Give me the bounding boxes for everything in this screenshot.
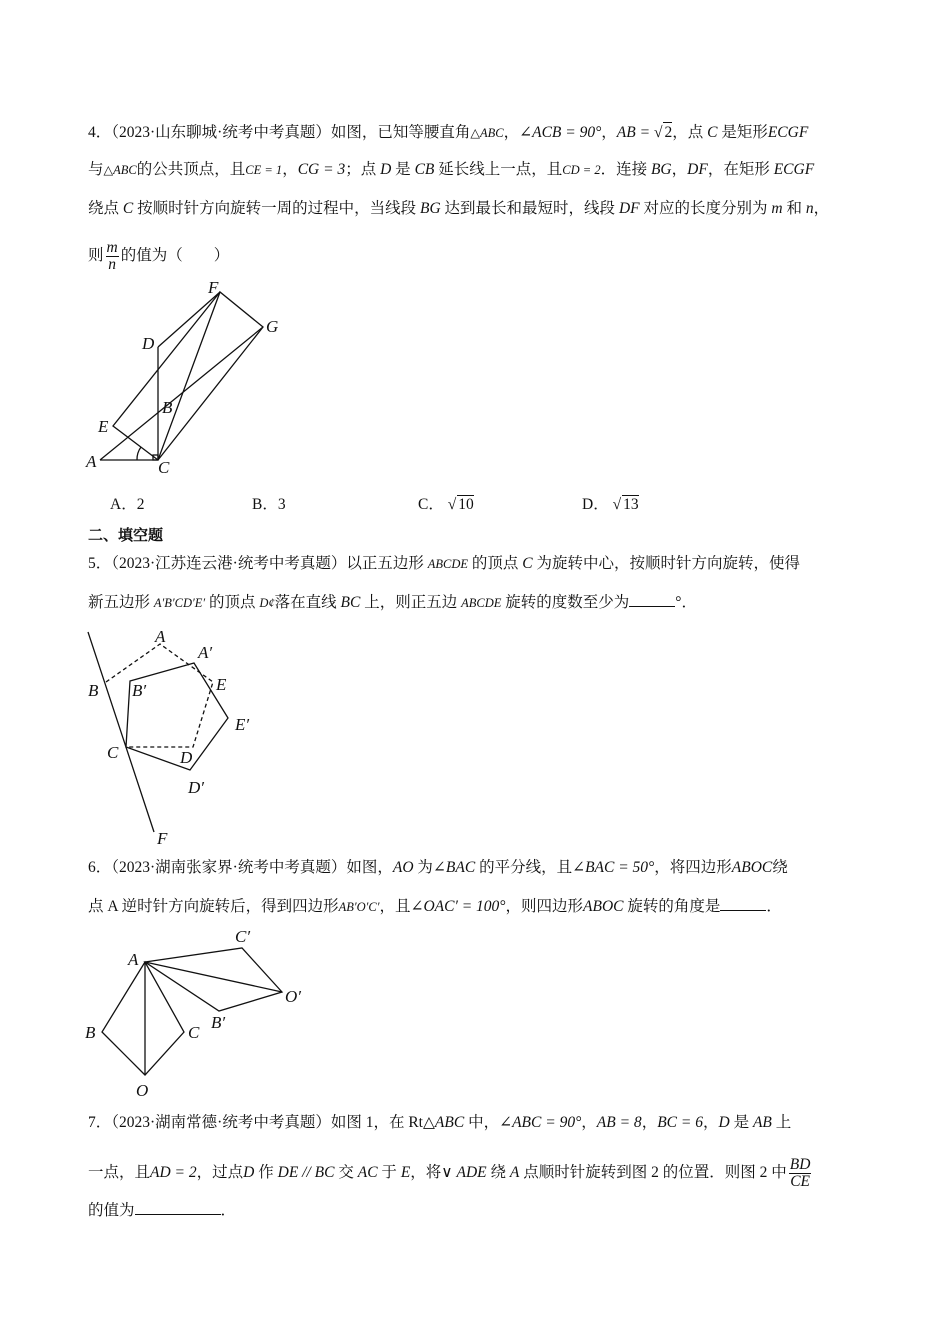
svg-text:C′: C′ [235, 927, 251, 946]
text: 的值为 [88, 1202, 135, 1219]
q6-line-2 [88, 896, 782, 917]
q4-line-3 [88, 199, 829, 219]
math: BC = 6 [657, 1114, 703, 1131]
option-value: 2 [136, 496, 145, 513]
answer-blank[interactable] [629, 592, 675, 607]
q7-line-1: 7．（2023·湖南常德·统考中考真题）如图 1，在 Rt△ABC 中，∠ABC = 90°，AB = 8，BC = 6，D 是 AB 上 [88, 1114, 792, 1131]
text: 旋转的度数至少为 [505, 594, 630, 611]
text: ，则四边形 [505, 898, 584, 915]
math: AB = [616, 124, 654, 141]
fraction [789, 1157, 812, 1190]
text: °． [675, 594, 697, 611]
text: 旋转的角度是 [627, 898, 721, 915]
math: AB = 8 [596, 1114, 642, 1131]
text: ， [581, 1114, 597, 1131]
math: BC [340, 594, 361, 611]
text: 为旋转中心，按顺时针方向旋转，使得 [536, 555, 801, 572]
text: 如图 1，在 Rt [330, 1114, 423, 1131]
math: A [509, 1164, 520, 1182]
math: AO [392, 859, 414, 876]
math: BG [650, 161, 672, 178]
text: 的顶点 [471, 555, 519, 572]
text: 落在直线 [274, 594, 337, 611]
math: ABOC [731, 859, 773, 876]
text: ， [601, 124, 617, 141]
text: 的顶点 [208, 594, 256, 611]
text: 延长线上一点，且 [438, 161, 563, 178]
svg-text:A′: A′ [198, 643, 213, 662]
text: ． [766, 898, 782, 915]
section-title: 二、填空题 [88, 526, 164, 544]
math: ECGF [773, 161, 815, 178]
svg-text:A: A [86, 452, 97, 471]
math: BG [420, 200, 441, 217]
option-label: C． [418, 496, 444, 513]
text: 以正五边形 [346, 555, 424, 572]
q4-line-2 [88, 160, 814, 180]
math: AB′O′C′ [338, 900, 380, 914]
text: 为 [417, 859, 433, 876]
text: 绕点 [88, 200, 120, 217]
svg-text:A: A [128, 950, 139, 969]
math: D [718, 1114, 730, 1131]
svg-text:F: F [157, 829, 168, 848]
math: CE = 1 [245, 163, 283, 177]
math: C [707, 124, 718, 141]
svg-text:B: B [85, 1023, 96, 1042]
option-value: 3 [277, 496, 286, 513]
text: 上 [775, 1114, 792, 1131]
math: △ABC [103, 163, 137, 177]
text: ， [813, 200, 830, 217]
text: 作 [258, 1164, 274, 1182]
svg-text:O: O [136, 1081, 149, 1100]
text: ，在矩形 [707, 161, 770, 178]
question-number: 6 [88, 859, 96, 876]
q5-line-2 [88, 592, 697, 613]
math: DF [687, 161, 708, 178]
math: AC [357, 1164, 378, 1182]
math: ABOC [583, 898, 624, 915]
q7-line-2 [88, 1157, 813, 1190]
text: ．连接 [600, 161, 648, 178]
text: ，将∨ [410, 1164, 453, 1182]
text: 达到最长和最短时，线段 [444, 200, 616, 217]
text: 新五边形 [88, 594, 151, 611]
math: ∠ABC = 90° [499, 1114, 582, 1131]
svg-text:B: B [162, 398, 173, 417]
svg-text:A: A [155, 627, 166, 646]
fraction [106, 240, 119, 273]
question-source: （2023·湖南张家界·统考中考真题） [111, 859, 347, 876]
question-number: 4 [88, 124, 96, 141]
q6-figure [80, 920, 320, 1105]
svg-text:B′: B′ [211, 1013, 226, 1032]
math: ∠BAC = 50° [572, 859, 655, 876]
q5-figure [80, 620, 280, 850]
text: 和 [786, 200, 802, 217]
option-label: A． [110, 496, 137, 513]
text: ；点 [345, 161, 377, 178]
svg-text:G: G [266, 317, 279, 336]
math: AD = 2 [150, 1164, 197, 1182]
math: n [805, 200, 814, 217]
math: ADE [456, 1164, 487, 1182]
numerator: m [106, 239, 118, 256]
answer-blank[interactable] [720, 896, 766, 911]
question-source: （2023·湖南常德·统考中考真题） [111, 1114, 331, 1131]
math: ∠BAC [432, 859, 476, 876]
math: ABCDE [427, 557, 469, 571]
svg-text:E′: E′ [235, 715, 250, 734]
text: 如图， [346, 859, 393, 876]
math: D¢ [259, 596, 275, 610]
svg-text:E: E [98, 417, 109, 436]
text: 与 [88, 161, 104, 178]
q4-figure [80, 275, 300, 475]
text: 按顺时针方向旋转一周的过程中，当线段 [137, 200, 417, 217]
text: 上，则正五边 [364, 594, 458, 611]
text: 是矩形 [721, 124, 768, 141]
text: ，将四边形 [654, 859, 732, 876]
text: ，过点 [196, 1164, 244, 1182]
q7-line-3 [88, 1200, 236, 1221]
text: 绕 [772, 859, 788, 876]
math: E [400, 1164, 411, 1182]
answer-blank[interactable] [135, 1200, 221, 1215]
math: CD = 2 [562, 163, 601, 177]
math: ∠ACB = 90° [519, 124, 602, 141]
text: 如图，已知等腰直角 [330, 124, 471, 141]
option-value: 13 [623, 496, 639, 513]
question-source: （2023·江苏连云港·统考中考真题） [111, 555, 347, 572]
option-value: 10 [458, 496, 474, 513]
svg-text:O′: O′ [285, 987, 301, 1006]
q4-line-4 [88, 240, 229, 273]
text: 交 [338, 1164, 354, 1182]
text: ，点 [672, 124, 704, 141]
svg-text:B: B [88, 681, 99, 700]
text: ， [282, 161, 298, 178]
svg-text:D: D [142, 334, 155, 353]
math: ∠OAC′ = 100° [410, 898, 506, 915]
option-a[interactable] [110, 492, 144, 514]
denominator: n [108, 256, 116, 273]
svg-text:D′: D′ [188, 778, 204, 797]
text: 中， [468, 1114, 500, 1131]
text: ，且 [379, 898, 411, 915]
text: 于 [381, 1164, 397, 1182]
denominator: CE [790, 1173, 811, 1190]
question-number: 7 [88, 1114, 96, 1131]
text: ， [702, 1114, 719, 1131]
question-number: 5 [88, 555, 96, 572]
text: 则 [88, 247, 104, 265]
option-c[interactable]: C． √ 10 [418, 496, 474, 513]
text: 对应的长度分别为 [643, 200, 768, 217]
text: 的公共顶点，且 [136, 161, 246, 178]
numerator: BD [789, 1156, 811, 1173]
math: CB [414, 161, 435, 178]
text: ， [671, 161, 688, 178]
svg-text:B′: B′ [132, 681, 147, 700]
text: ， [641, 1114, 658, 1131]
text: 点顺时针旋转到图 2 的位置．则图 2 中 [523, 1164, 787, 1182]
option-d[interactable]: D． √ 13 [582, 496, 639, 513]
text: 点 A 逆时针方向旋转后，得到四边形 [88, 898, 339, 915]
text: 一点，且 [88, 1164, 151, 1182]
option-label: D． [582, 496, 609, 513]
svg-text:C: C [107, 743, 119, 762]
question-source: （2023·山东聊城·统考中考真题） [111, 124, 331, 141]
math: D [243, 1164, 255, 1182]
svg-text:C: C [188, 1023, 200, 1042]
math: CG = 3 [297, 161, 346, 178]
math: DE // BC [277, 1164, 335, 1182]
math: C [122, 200, 134, 217]
math: m [771, 200, 783, 217]
svg-text:E: E [216, 675, 227, 694]
text: 的平分线，且 [479, 859, 573, 876]
math: △ABC [423, 1114, 465, 1131]
q4-line-1: 4．（2023·山东聊城·统考中考真题）如图，已知等腰直角△ABC，∠ACB = 90°，AB = √ 2，点 C 是矩形ECGF [88, 124, 809, 141]
option-b[interactable] [252, 492, 286, 514]
text: ． [220, 1202, 237, 1219]
math: DF [618, 200, 640, 217]
math: C [522, 555, 533, 572]
math: ABCDE [461, 596, 502, 610]
text: 是 [733, 1114, 750, 1131]
math: 2 [664, 124, 673, 141]
math: D [380, 161, 392, 178]
svg-text:C: C [158, 458, 170, 477]
text: 是 [395, 161, 411, 178]
text: 绕 [490, 1164, 507, 1182]
math: A′B′CD′E′ [153, 596, 206, 610]
math: AB [752, 1114, 772, 1131]
q5-line-1: 5．（2023·江苏连云港·统考中考真题）以正五边形 ABCDE 的顶点 C 为旋转中心，按顺时针方向旋转，使得 [88, 555, 801, 572]
svg-text:F: F [208, 278, 219, 297]
svg-text:D: D [180, 748, 193, 767]
text: 的值为（ ） [120, 247, 230, 265]
text: ， [503, 124, 520, 141]
math: ECGF [767, 124, 809, 141]
q6-line-1: 6．（2023·湖南张家界·统考中考真题）如图，AO 为∠BAC 的平分线，且∠BAC = 50°，将四边形ABOC绕 [88, 859, 788, 876]
math: △ABC [470, 126, 504, 140]
option-label: B． [252, 496, 278, 513]
